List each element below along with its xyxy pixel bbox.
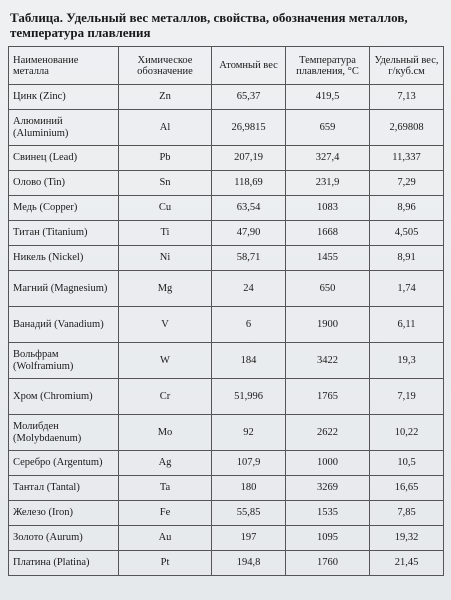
- cell-metal-name: Алюминий (Aluminium): [9, 110, 119, 146]
- cell-symbol: Sn: [119, 171, 212, 196]
- cell-melting-point: 327,4: [286, 146, 370, 171]
- cell-metal-name: Титан (Titanium): [9, 221, 119, 246]
- cell-symbol: Ni: [119, 246, 212, 271]
- cell-density: 11,337: [370, 146, 444, 171]
- cell-atomic-weight: 118,69: [212, 171, 286, 196]
- table-row: [9, 271, 444, 307]
- cell-melting-point: 1083: [286, 196, 370, 221]
- cell-melting-point: 3422: [286, 343, 370, 379]
- cell-atomic-weight: 58,71: [212, 246, 286, 271]
- cell-melting-point: 659: [286, 110, 370, 146]
- page-title: Таблица. Удельный вес металлов, свойства, обозначения металлов, температура плавления: [10, 10, 408, 40]
- cell-symbol: Cu: [119, 196, 212, 221]
- cell-density: 8,91: [370, 246, 444, 271]
- cell-metal-name: Ванадий (Vanadium): [9, 307, 119, 343]
- cell-density: 1,74: [370, 271, 444, 307]
- cell-density: 8,96: [370, 196, 444, 221]
- cell-atomic-weight: 55,85: [212, 501, 286, 526]
- table-row: [9, 171, 444, 196]
- cell-symbol: Cr: [119, 379, 212, 415]
- cell-melting-point: 1455: [286, 246, 370, 271]
- cell-metal-name: Вольфрам (Wolframium): [9, 343, 119, 379]
- cell-metal-name: Платина (Platina): [9, 551, 119, 576]
- cell-melting-point: 1668: [286, 221, 370, 246]
- cell-atomic-weight: 65,37: [212, 85, 286, 110]
- table-row: [9, 307, 444, 343]
- cell-symbol: V: [119, 307, 212, 343]
- cell-atomic-weight: 63,54: [212, 196, 286, 221]
- cell-density: 2,69808: [370, 110, 444, 146]
- cell-melting-point: 2622: [286, 415, 370, 451]
- cell-symbol: Ti: [119, 221, 212, 246]
- cell-symbol: Al: [119, 110, 212, 146]
- cell-atomic-weight: 194,8: [212, 551, 286, 576]
- cell-atomic-weight: 92: [212, 415, 286, 451]
- cell-metal-name: Олово (Tin): [9, 171, 119, 196]
- cell-melting-point: 1000: [286, 451, 370, 476]
- cell-atomic-weight: 47,90: [212, 221, 286, 246]
- table-body: [9, 85, 444, 576]
- cell-metal-name: Серебро (Argentum): [9, 451, 119, 476]
- header-density: Удельный вес, г/куб.см: [370, 47, 444, 85]
- cell-metal-name: Молибден (Molybdaenum): [9, 415, 119, 451]
- cell-melting-point: 1535: [286, 501, 370, 526]
- cell-atomic-weight: 180: [212, 476, 286, 501]
- cell-metal-name: Хром (Chromium): [9, 379, 119, 415]
- table-row: [9, 379, 444, 415]
- cell-symbol: Ta: [119, 476, 212, 501]
- cell-metal-name: Цинк (Zinc): [9, 85, 119, 110]
- cell-symbol: Pt: [119, 551, 212, 576]
- cell-metal-name: Магний (Magnesium): [9, 271, 119, 307]
- cell-melting-point: 1095: [286, 526, 370, 551]
- cell-density: 19,3: [370, 343, 444, 379]
- table-row: [9, 343, 444, 379]
- cell-metal-name: Железо (Iron): [9, 501, 119, 526]
- cell-density: 4,505: [370, 221, 444, 246]
- cell-atomic-weight: 6: [212, 307, 286, 343]
- cell-atomic-weight: 26,9815: [212, 110, 286, 146]
- cell-density: 16,65: [370, 476, 444, 501]
- header-atomic-weight: Атомный вес: [212, 47, 286, 85]
- cell-density: 7,29: [370, 171, 444, 196]
- table-row: [9, 85, 444, 110]
- cell-metal-name: Никель (Nickel): [9, 246, 119, 271]
- cell-density: 10,22: [370, 415, 444, 451]
- table-header: [9, 47, 444, 85]
- table-row: [9, 110, 444, 146]
- cell-melting-point: 1900: [286, 307, 370, 343]
- table-row: [9, 246, 444, 271]
- table-row: [9, 526, 444, 551]
- table-row: [9, 196, 444, 221]
- table-row: [9, 451, 444, 476]
- table-row: [9, 476, 444, 501]
- cell-density: 6,11: [370, 307, 444, 343]
- cell-atomic-weight: 51,996: [212, 379, 286, 415]
- cell-symbol: Ag: [119, 451, 212, 476]
- header-melting-point: Температура плавления, °С: [286, 47, 370, 85]
- header-row: [9, 47, 444, 85]
- cell-melting-point: 1765: [286, 379, 370, 415]
- cell-density: 21,45: [370, 551, 444, 576]
- header-metal-name: Наименование металла: [9, 47, 119, 85]
- cell-symbol: Mo: [119, 415, 212, 451]
- cell-atomic-weight: 207,19: [212, 146, 286, 171]
- cell-melting-point: 231,9: [286, 171, 370, 196]
- cell-density: 7,19: [370, 379, 444, 415]
- cell-density: 7,85: [370, 501, 444, 526]
- cell-melting-point: 419,5: [286, 85, 370, 110]
- cell-density: 10,5: [370, 451, 444, 476]
- cell-atomic-weight: 184: [212, 343, 286, 379]
- header-chemical-symbol: Химическое обозначение: [119, 47, 212, 85]
- table-row: [9, 221, 444, 246]
- table-row: [9, 551, 444, 576]
- cell-symbol: W: [119, 343, 212, 379]
- cell-melting-point: 1760: [286, 551, 370, 576]
- cell-atomic-weight: 24: [212, 271, 286, 307]
- cell-atomic-weight: 107,9: [212, 451, 286, 476]
- cell-density: 7,13: [370, 85, 444, 110]
- cell-symbol: Zn: [119, 85, 212, 110]
- cell-metal-name: Золото (Aurum): [9, 526, 119, 551]
- cell-melting-point: 650: [286, 271, 370, 307]
- cell-metal-name: Свинец (Lead): [9, 146, 119, 171]
- table-row: [9, 501, 444, 526]
- cell-symbol: Fe: [119, 501, 212, 526]
- table-row: [9, 146, 444, 171]
- cell-metal-name: Тантал (Tantal): [9, 476, 119, 501]
- cell-melting-point: 3269: [286, 476, 370, 501]
- cell-atomic-weight: 197: [212, 526, 286, 551]
- cell-metal-name: Медь (Copper): [9, 196, 119, 221]
- cell-symbol: Pb: [119, 146, 212, 171]
- cell-density: 19,32: [370, 526, 444, 551]
- metals-table: [8, 46, 444, 576]
- cell-symbol: Au: [119, 526, 212, 551]
- cell-symbol: Mg: [119, 271, 212, 307]
- table-row: [9, 415, 444, 451]
